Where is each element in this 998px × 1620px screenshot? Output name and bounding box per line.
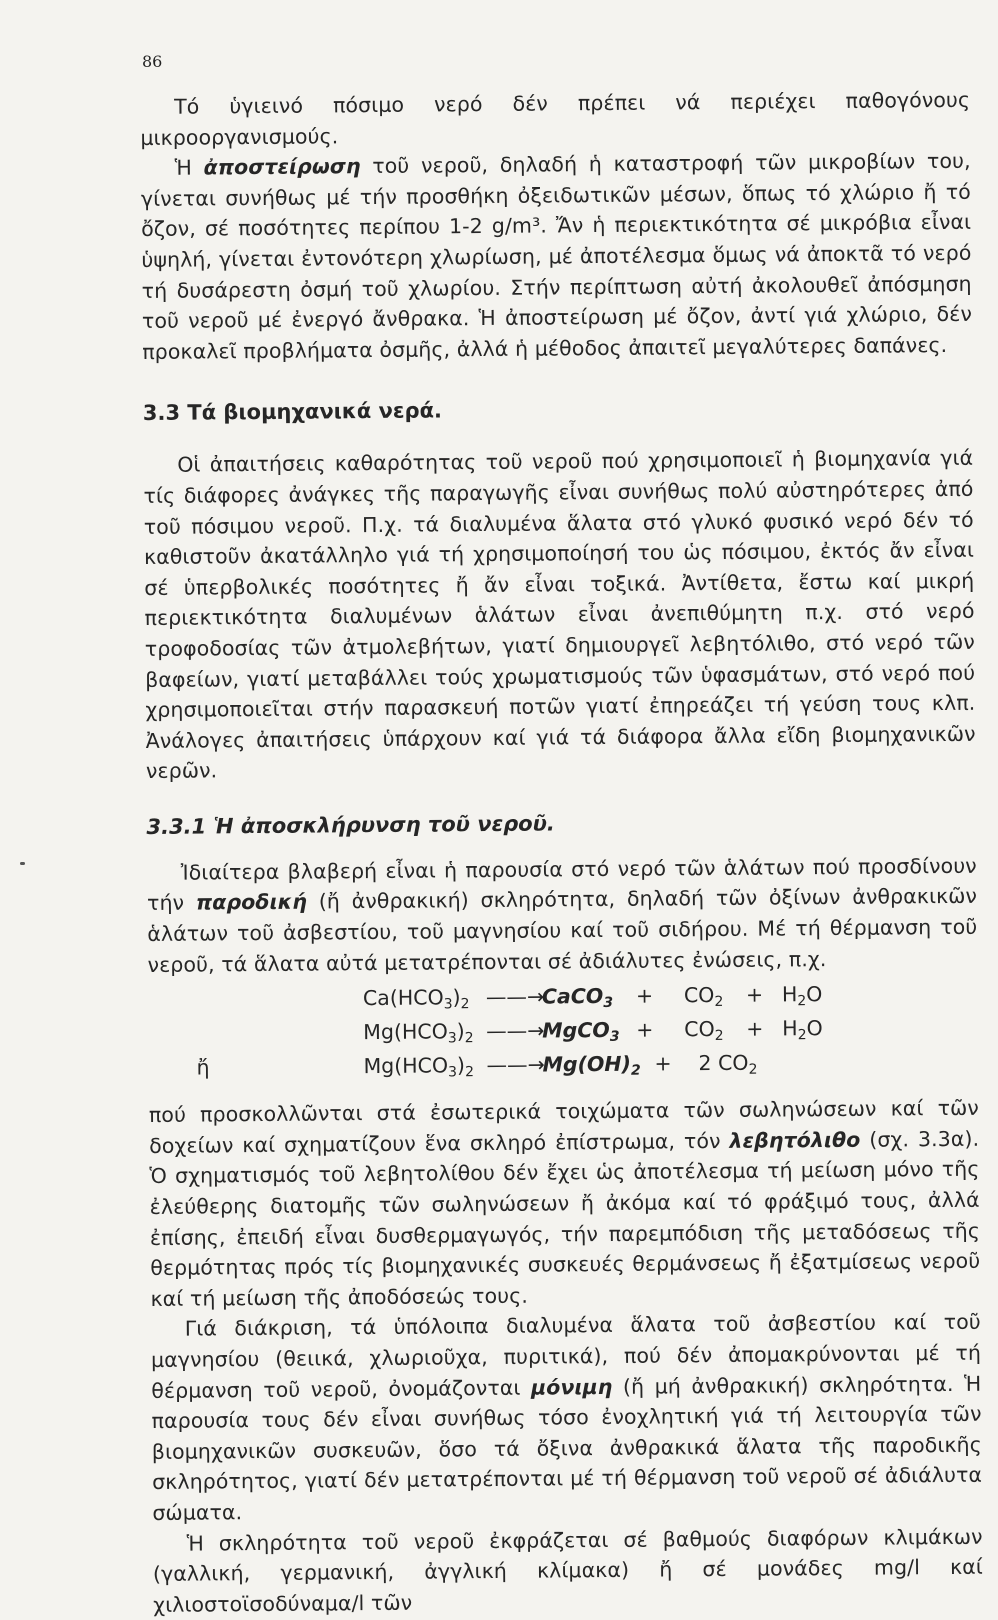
section-heading: 3.3 Τά βιομηχανικά νερά. [142, 398, 443, 426]
reaction-arrow: ——→ [485, 984, 545, 1010]
paragraph-permanent-hardness [151, 1307, 983, 1528]
paragraph-text: Τό ὑγιεινό πόσιμο νερό δέν πρέπει νά περιέχει παθογόνους μικροοργανισμούς. [140, 87, 971, 150]
paragraph-temporary-hardness [147, 851, 978, 981]
reactant: $Mg(HCO_3)_2$ [363, 1053, 475, 1081]
plus-sign: + [746, 1016, 764, 1041]
paragraph-scale-formation [149, 1093, 981, 1314]
term-sterilization: ἀποστείρωση [203, 154, 361, 180]
paragraph-hardness-units [153, 1521, 984, 1620]
term-scale: λεβητόλιθο [729, 1127, 861, 1153]
paragraph-sterilization [141, 146, 973, 367]
product-co2: 2 $CO_2$ [698, 1050, 758, 1078]
plus-sign: + [635, 983, 654, 1008]
paragraph-text: πού προσκολλῶνται στά ἐσωτερικά τοιχώματα τῶν σωληνώσεων καί τῶν δοχείων καί σχηματίζουν ἕνα σκληρό ἐπίστρωμα, τόν [148, 1095, 980, 1158]
plus-sign: + [654, 1051, 672, 1076]
page-content [140, 85, 983, 1620]
paragraph-text: Ἰδιαίτερα βλαβερή εἶναι ἡ παρουσία στό νερό τῶν ἁλάτων πού προσδίνουν τήν [146, 853, 977, 916]
product-co2: $CO_2$ [683, 983, 724, 1011]
paragraph-text: Γιά διάκριση, τά ὑπόλοιπα διαλυμένα ἅλατα τοῦ ἀσβεστίου καί τοῦ μαγνησίου (θειικά, χλωριοῦχα, πυριτικά), πού δέν ἀπομακρύνονται μέ τή θέρμανση τοῦ νεροῦ, ὀνομάζονται [150, 1310, 982, 1403]
reaction-arrow: ——→ [486, 1018, 545, 1044]
paragraph-text: Ἡ σκληρότητα τοῦ νεροῦ ἐκφράζεται σέ βαθμούς διαφόρων κλιμάκων (γαλλική, γερμανική, ἀγγλική κλίμακα) ἤ σέ μονάδες mg/l καί χιλιοστοϊσοδύναμα/l τῶν [152, 1524, 984, 1617]
or-label: ἤ [196, 1055, 210, 1080]
term-permanent: μόνιμη [530, 1374, 613, 1400]
precipitate-product: MgCO$_3$ [542, 1018, 620, 1046]
reactant: $Mg(HCO_3)_2$ [363, 1019, 474, 1047]
subsection-heading: 3.3.1 Ἡ ἀποσκλήρυνση τοῦ νεροῦ. [146, 811, 555, 839]
scan-mark [20, 862, 25, 865]
paragraph-industrial-requirements [143, 443, 976, 787]
reactant: $Ca(HCO_3)_2$ [362, 985, 470, 1013]
paragraph-text: Οἱ ἀπαιτήσεις καθαρότητας τοῦ νεροῦ πού χρησιμοποιεῖ ἡ βιομηχανία γιά τίς διάφορες ἀνάγκες τῆς παραγωγῆς εἶναι συνήθως πολύ αὐστηρότερες ἀπό τοῦ πόσιμου νεροῦ. Π.χ. τά διαλυμένα ἅλατα στό γλυκό φυσικό νερό δέν τό καθιστοῦν ἀκατάλληλο γιά τή χρησιμοποίησή του ὡς πόσιμου, ἐκτός ἄν εἶναι σέ ὑπερβολικές ποσότητες ἤ ἄν εἶναι τοξικά. Ἀντίθετα, ἔστω καί μικρή περιεκτικότητα διαλυμένων ἁλάτων εἶναι ἀνεπιθύμητη π.χ. στό νερό τροφοδοσίας τῶν ἀτμολεβήτων, γιατί δημιουργεῖ λεβητόλιθο, στό νερό τῶν βαφείων, γιατί μεταβάλλει τούς χρωματισμούς τῶν ὑφασμάτων, στό νερό πού χρησιμοποιεῖται στήν παρασκευή ποτῶν γιατί ἐπηρεάζει τή γεύση τους κλπ. Ἀνάλογες ἀπαιτήσεις ὑπάρχουν καί γιά τά διάφορα ἄλλα εἴδη βιομηχανικῶν νερῶν. [143, 446, 976, 784]
equation-magnesium-hydroxide [148, 1049, 978, 1090]
page-number: 86 [142, 52, 163, 71]
chemical-equations [148, 981, 979, 1090]
paragraph-text: (ἤ ἀνθρακική) σκληρότητα, δηλαδή τῶν ὀξίνων ἀνθρακικῶν ἁλάτων τοῦ ἀσβεστίου, τοῦ μαγνησίου καί τοῦ σιδήρου. Μέ τή θέρμανση τοῦ νεροῦ, τά ἅλατα αὐτά μετατρέπονται σέ ἀδιάλυτες ἐνώσεις, π.χ. [147, 884, 978, 977]
precipitate-product: $Mg(OH)_2$ [542, 1052, 641, 1080]
plus-sign: + [745, 982, 764, 1007]
paragraph-text: τοῦ νεροῦ, δηλαδή ἡ καταστροφή τῶν μικροβίων του, γίνεται συνήθως μέ τήν προσθήκη ὀξειδωτικῶν μέσων, ὅπως τό χλώριο ἤ τό ὄζον, σέ ποσότητες περίπου 1-2 g/m³. Ἄν ἡ περιεκτικότητα σέ μικρόβια εἶναι ὑψηλή, γίνεται ἐντονότερη χλωρίωση, μέ ἀποτέλεσμα ὅμως νά ἀποκτᾶ τό νερό τή δυσάρεστη ὀσμή τοῦ χλωρίου. Στήν περίπτωση αὐτή ἀκολουθεῖ ἀπόσμηση τοῦ νεροῦ μέ ἐνεργό ἄνθρακα. Ἡ ἀποστείρωση μέ ὄζον, ἀντί γιά χλώριο, δέν προκαλεῖ προβλήματα ὀσμῆς, ἀλλά ἡ μέθοδος ἀπαιτεῖ μεγαλύτερες δαπάνες. [140, 148, 973, 364]
paragraph-potable-water [140, 85, 971, 153]
paragraph-text: (σχ. 3.3α). Ὁ σχηματισμός τοῦ λεβητολίθου δέν ἔχει ὡς ἀποτέλεσμα τή μείωση μόνο τῆς ἐλεύθερης διατομῆς τῶν σωληνώσεων ἤ ἀκόμα καί τό φράξιμό τους, ἀλλά ἐπίσης, ἐπειδή εἶναι δυσθερμαγωγός, τήν παρεμπόδιση τῆς μεταδόσεως τῆς θερμότητας πρός τίς βιομηχανικές συσκευές θερμάνσεως ἤ ἐξατμίσεως νεροῦ καί τή μείωση τῆς ἀποδόσεώς τους. [149, 1126, 981, 1311]
paragraph-text: Ἡ [174, 155, 204, 180]
plus-sign: + [636, 1017, 654, 1042]
product-water: $H_2O$ [782, 1016, 823, 1044]
precipitate-product: CaCO$_3$ [541, 984, 614, 1012]
product-co2: $CO_2$ [684, 1017, 724, 1045]
reaction-arrow: ——→ [486, 1052, 545, 1078]
paragraph-text: (ἤ μή ἀνθρακική) σκληρότητα. Ἡ παρουσία τους δέν εἶναι συνήθως τόσο ἐνοχλητική γιά τή λειτουργία τῶν βιομηχανικῶν συσκευῶν, ὅσο τά ὄξινα ἀνθρακικά ἅλατα τῆς παροδικῆς σκληρότητος, γιατί δέν μετατρέπονται μέ τή θέρμανση τοῦ νεροῦ σέ ἀδιάλυτα σώματα. [151, 1371, 983, 1525]
term-temporary: παροδική [195, 890, 308, 916]
product-water: $H_2O$ [781, 982, 823, 1010]
